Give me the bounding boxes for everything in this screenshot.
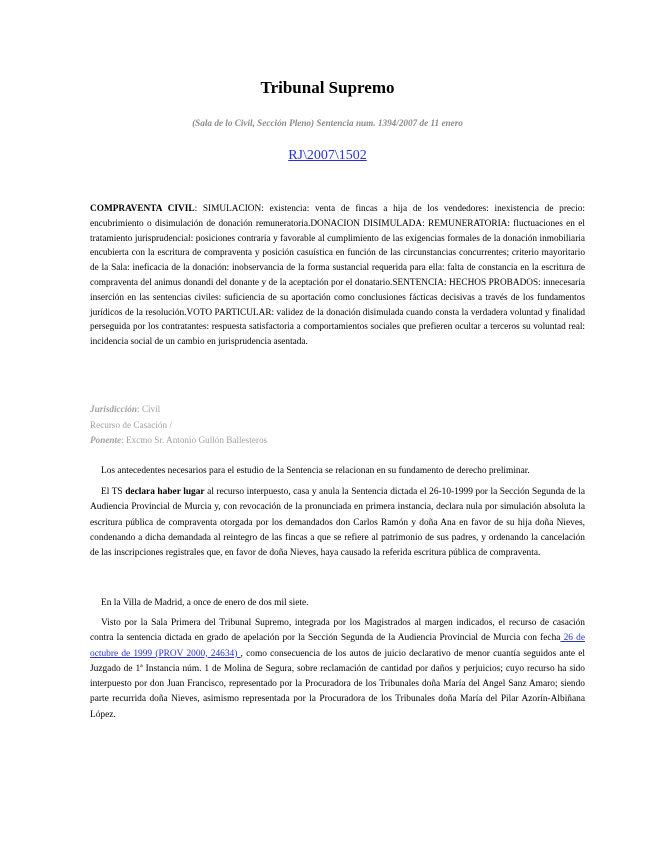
- judge-label: Ponente: [90, 435, 122, 445]
- jurisdiction-row: [90, 402, 585, 418]
- visto-paragraph: [90, 616, 585, 723]
- sentence-subtitle: (Sala de lo Civil, Sección Pleno) Sentencia num. 1394/2007 de 11 enero: [192, 118, 463, 128]
- antecedents-paragraph: Los antecedentes necesarios para el estudio de la Sentencia se relacionan en su fundamento de derecho preliminar.: [101, 466, 530, 476]
- summary-paragraph: [90, 202, 585, 350]
- place-date-paragraph: En la Villa de Madrid, a once de enero de dos mil siete.: [101, 598, 309, 608]
- summary-text: : SIMULACION: existencia: venta de fincas a hija de los vendedores: inexistencia de precio: encubrimiento o disimulación de donación remuneratoria.DONACION DISIMULADA: REMUNERATORIA: fluctuaciones en el tratamiento jurisprudencial: posiciones contraria y favorable al cumplimiento de las exigencias formales de la donación inmobiliaria encubierta con la escritura de compraventa y posición casuística en función de las circunstancias concurrentes; criterio mayoritario de la Sala: ineficacia de la donación: inobservancia de la forma sustancial requerida para ella: falta de constancia en la escritura de compraventa del animus donandi del donante y de la aceptación por el donatario.SENTENCIA: HECHOS PROBADOS: innecesaria inserción en las sentencias civiles: suficiencia de su aportación como conclusiones fácticas decisivas a través de los fundamentos jurídicos de la resolución.VOTO PARTICULAR: validez de la donación disimulada cuando consta la verdadera voluntad y finalidad perseguida por los contratantes: respuesta satisfactoria a comportamientos sociales que prefieren ocultar a terceros su voluntad real: incidencia social de un cambio en jurisprudencia asentada.: [90, 204, 585, 348]
- visto-rest: , como consecuencia de los autos de juicio declarativo de menor cuantía seguidos ante el Juzgado de 1ª Instancia núm. 1 de Molina de Segura, sobre reclamación de cantidad por daños y perjuicios; cuyo recurso ha sido interpuesto por don Juan Francisco, representado por la Procuradora de los Tribunales doña María del Angel Sanz Amaro; siendo parte recurrida doña Nieves, asimismo representada por la Procuradora de los Tribunales doña María del Pilar Azorín-Albiñana López.: [90, 648, 585, 720]
- ruling-start: El TS: [101, 487, 126, 497]
- judge-row: [90, 433, 585, 449]
- summary-lead: COMPRAVENTA CIVIL: [90, 204, 195, 214]
- page-title: Tribunal Supremo: [260, 78, 395, 97]
- appeal-type-row: Recurso de Casación /: [90, 419, 172, 430]
- judge-value: : Excmo Sr. Antonio Gullón Ballesteros: [121, 435, 268, 445]
- judgment-date-link[interactable]: 26 de octubre de 1999 (PROV 2000, 24634): [90, 633, 585, 659]
- visto-start: Visto por la Sala Primera del Tribunal Supremo, integrada por los Magistrados al margen indicados, el recurso de casación contra la sentencia dictada en grado de apelación por la Sección Segunda de la Audiencia Provincial de Murcia con fecha: [90, 618, 585, 644]
- ruling-rest: al recurso interpuesto, casa y anula la Sentencia dictada el 26-10-1999 por la Sección Segunda de la Audiencia Provincial de Murcia y, con revocación de la pronunciada en primera instancia, declara nula por simulación absoluta la escritura pública de compraventa otorgada por los demandados don Carlos Ramón y doña Ana en favor de su hija doña Nieves, condenando a dicha demandada al reintegro de las fincas a que se refiere al patrimonio de sus padres, y ordenando la cancelación de las inscripciones registrales que, en favor de doña Nieves, haya causado la referida escritura pública de compraventa.: [90, 487, 585, 559]
- metadata-block: [90, 402, 585, 449]
- reference-link[interactable]: RJ\2007\1502: [288, 148, 367, 163]
- jurisdiction-label: Jurisdicción: [90, 404, 137, 414]
- ruling-bold: declara haber lugar: [125, 487, 205, 497]
- ruling-paragraph: [90, 485, 585, 561]
- jurisdiction-value: : Civil: [136, 404, 161, 414]
